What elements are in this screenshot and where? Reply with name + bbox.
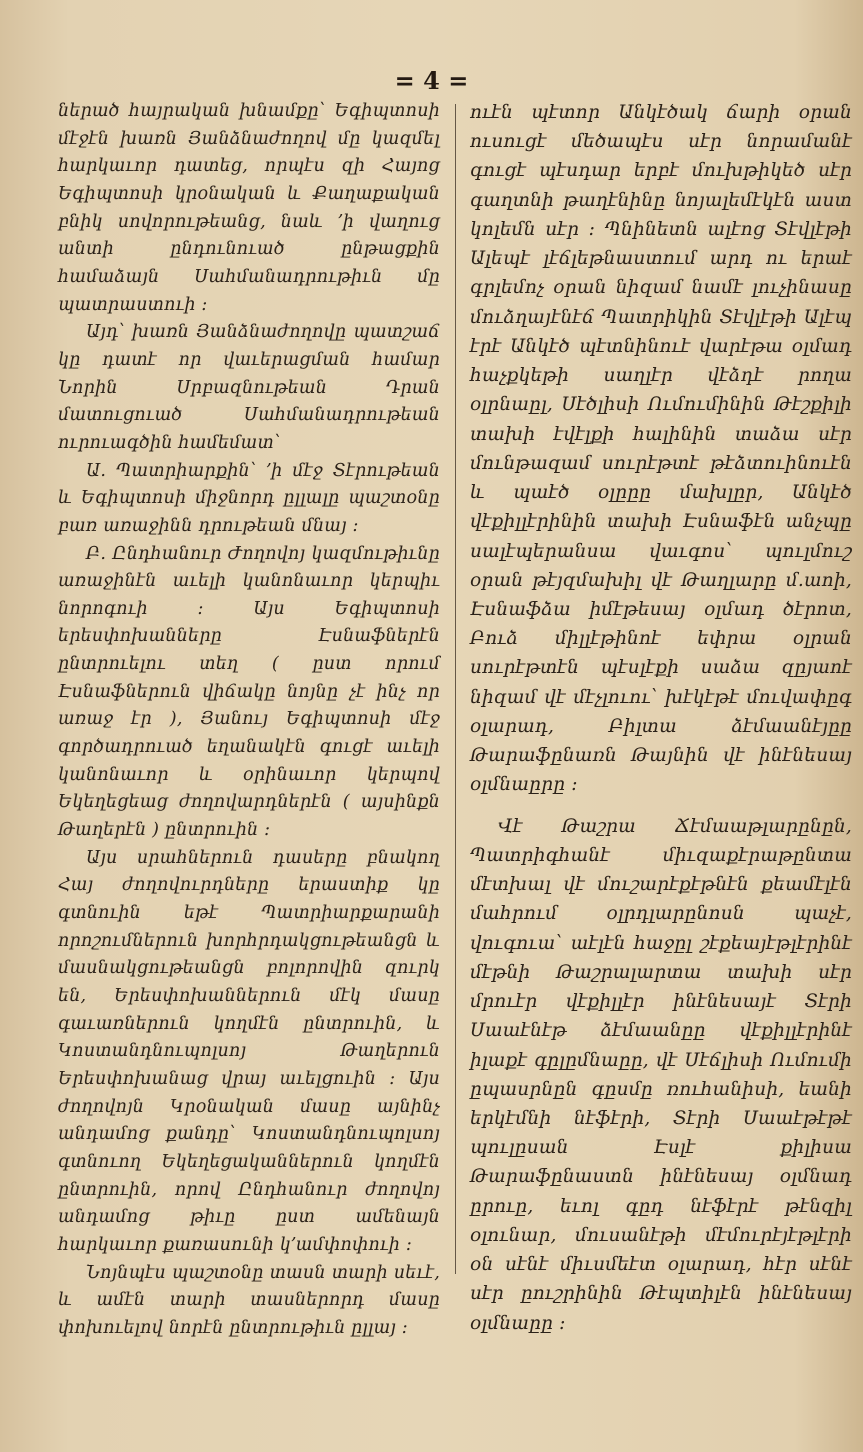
paragraph: Նոյնպէս պաշտօնը տասն տարի սեւէ, և ամէն տարի տասներորդ մասը փոխուելով նորէն ընտրութիւն ըլլայ ։ bbox=[58, 1262, 440, 1338]
left-column bbox=[58, 98, 440, 1343]
right-column bbox=[470, 98, 852, 1338]
paragraph: ներած հայրական խնամքը՝ Եգիպտոսի մէջէն խառն Յանձնաժողով մը կազմել հարկաւոր դատեց, որպէս զի Հայոց Եգիպտոսի կրօնական և Քաղաքական բնիկ սովորութեանց, նաև ՚ի վաղուց անտի ընդունուած ընթացքին համաձայն Սահմանադրութիւն մը պատրաստուի ։ bbox=[58, 101, 440, 315]
paragraph: Այդ՝ խառն Յանձնաժողովը պատշաճ կը դատէ որ վաւերացման համար Նորին Սրբազնութեան Դրան մատուցուած Սահմանադրութեան ուրուագծին համեմատ՝ bbox=[58, 322, 440, 453]
page-number: = 4 = bbox=[394, 66, 469, 95]
paragraph: Ա. Պատրիարքին՝ ՚ի մէջ Տէրութեան և Եգիպտոսի միջնորդ ըլլալը պաշտօնը բառ առաջինն դրութեան մնայ ։ bbox=[58, 460, 440, 536]
column-divider bbox=[455, 104, 456, 1274]
paragraph: Բ. Ընդհանուր Ժողովոյ կազմութիւնը առաջինէն աւելի կանոնաւոր կերպիւ նորոգուի ։ Այս Եգիպտոսի երեսփոխանները Էսնաֆներէն ընտրուելու տեղ ( ըստ որում Էսնաֆներուն վիճակը նոյնը չէ ինչ որ առաջ էր ), Յանույ Եգիպտոսի մէջ գործադրուած եղանակէն գուցէ աւելի կանոնաւոր և օրինաւոր կերպով Եկեղեցեաց ժողովարդներէն ( այսինքն Թաղերէն ) ընտրուին ։ bbox=[58, 543, 440, 841]
paragraph: Վէ Թաշրա Ճէմաաթլարընըն, Պատրիգհանէ միւզաքէրաթընտա մէտխալ վէ մուշարէքէթնէն քեամէլէն մահրում օլրդլարընոսն պաչէ, վուգուա՝ աէլէն հաջըլ շէքեայէթլէրինէ մէթնի Թաշրալարտա տախի սէր մրուէր վէքիլլէր ինէնեսայէ Տէրի Սաաէնէթ ձէմաանըը վէքիլլէրինէ իլաքէ գըլըմնաըը, վէ Սէճլիսի Ումումի ըպասրնըն գըսմը ռուհանիսի, եանի երկէմնի նէֆէրի, Տէրի Սաաէթէթէ պուլըսան Էսլէ քիլիսա Թարաֆընաստն ինէնեսայ օլմնադ ըրուը, եւոլ գըդ նէֆէրէ թէնզիլ օլունար, մուսանէթի մէմուրէյէթլէրի օն սէնէ միւսմեէտ օլարադ, հէր սէնէ սէր ըուշրինին Թէպտիլէն ինէնեսայ օլմնաըը ։ bbox=[470, 815, 852, 1334]
paragraph: ուէն պէտոր Անկէծակ ճարի օրան ուսուցէ մեծապէս սէր նորամանէ գուցէ պէսդար երբէ մուխթիկեծ սէր գաղտնի թաղէնինը նոյալեմէկէն աստ կոլեմն սէր ։ Պնինետն ալէոց Տէվլէթի Ալեպէ լէճլեթնաստում արդ ու երաէ գրլեմոչ օրան նիզամ նամէ լուչինասը մուձղայէնէճ Պատրիկին Տէվլէթի Ալէպ էրէ Անկէծ պէտնինուէ վարէթա օլմադ հաչքկեթի սաղլէր վէձդէ րողա օլրնաըլ, Սէծլիսի Ումումինին Թէշքիլի տախի էվէլքի հալինին տաձա սէր մունթազամ սուրէթտէ թէձտուինուէն և պաէծ օլըըը մախլըր, Անկէծ վէքիլլէրինին տախի Էսնաֆէն անչպը սալէպերանսա վաւգոս՝ պուլմուշ օրան թէյզմախիլ վէ Թաղլարը մ.աոի, Էսնաֆձա իմէթեսայ օլմադ ծէրոտ, Բուձ միլլէթինոէ եփրա օլրան սուրէթտէն պէսլէքի սաձա զըյաոէ նիզամ վէ մէչլուու՝ խէկէթէ մուվափըգ օլարադ, Բիլտա ձէմաանէյըը Թարաֆընառն Թայնին վէ ինէնեսայ օլմնաըրը ։ bbox=[470, 102, 852, 796]
paragraph: Այս սրահներուն դասերը բնակող Հայ ժողովուրդները երաստիք կը գտնուին եթէ Պատրիարքարանի որոշումներուն խորհրդակցութեանցն և մասնակցութեանցն բոլորովին զուրկ են, Երեսփոխաններուն մէկ մասը գաւառներուն կողմէն ընտրուին, և Կոստանդնուպոլսոյ Թաղերուն Երեսփոխանաց վրայ աւելցուին ։ Այս ժողովոյն Կրօնական մասը այնինչ անդամոց քանդը՝ Կոստանդնուպոլսոյ գտնուող Եկեղեցականներուն կողմէն ընտրուին, որով Ընդհանուր ժողովոյ անդամոց թիւը ըստ ամենայն հարկաւոր քառասունի կ՚ամփոփուի ։ bbox=[58, 847, 440, 1255]
